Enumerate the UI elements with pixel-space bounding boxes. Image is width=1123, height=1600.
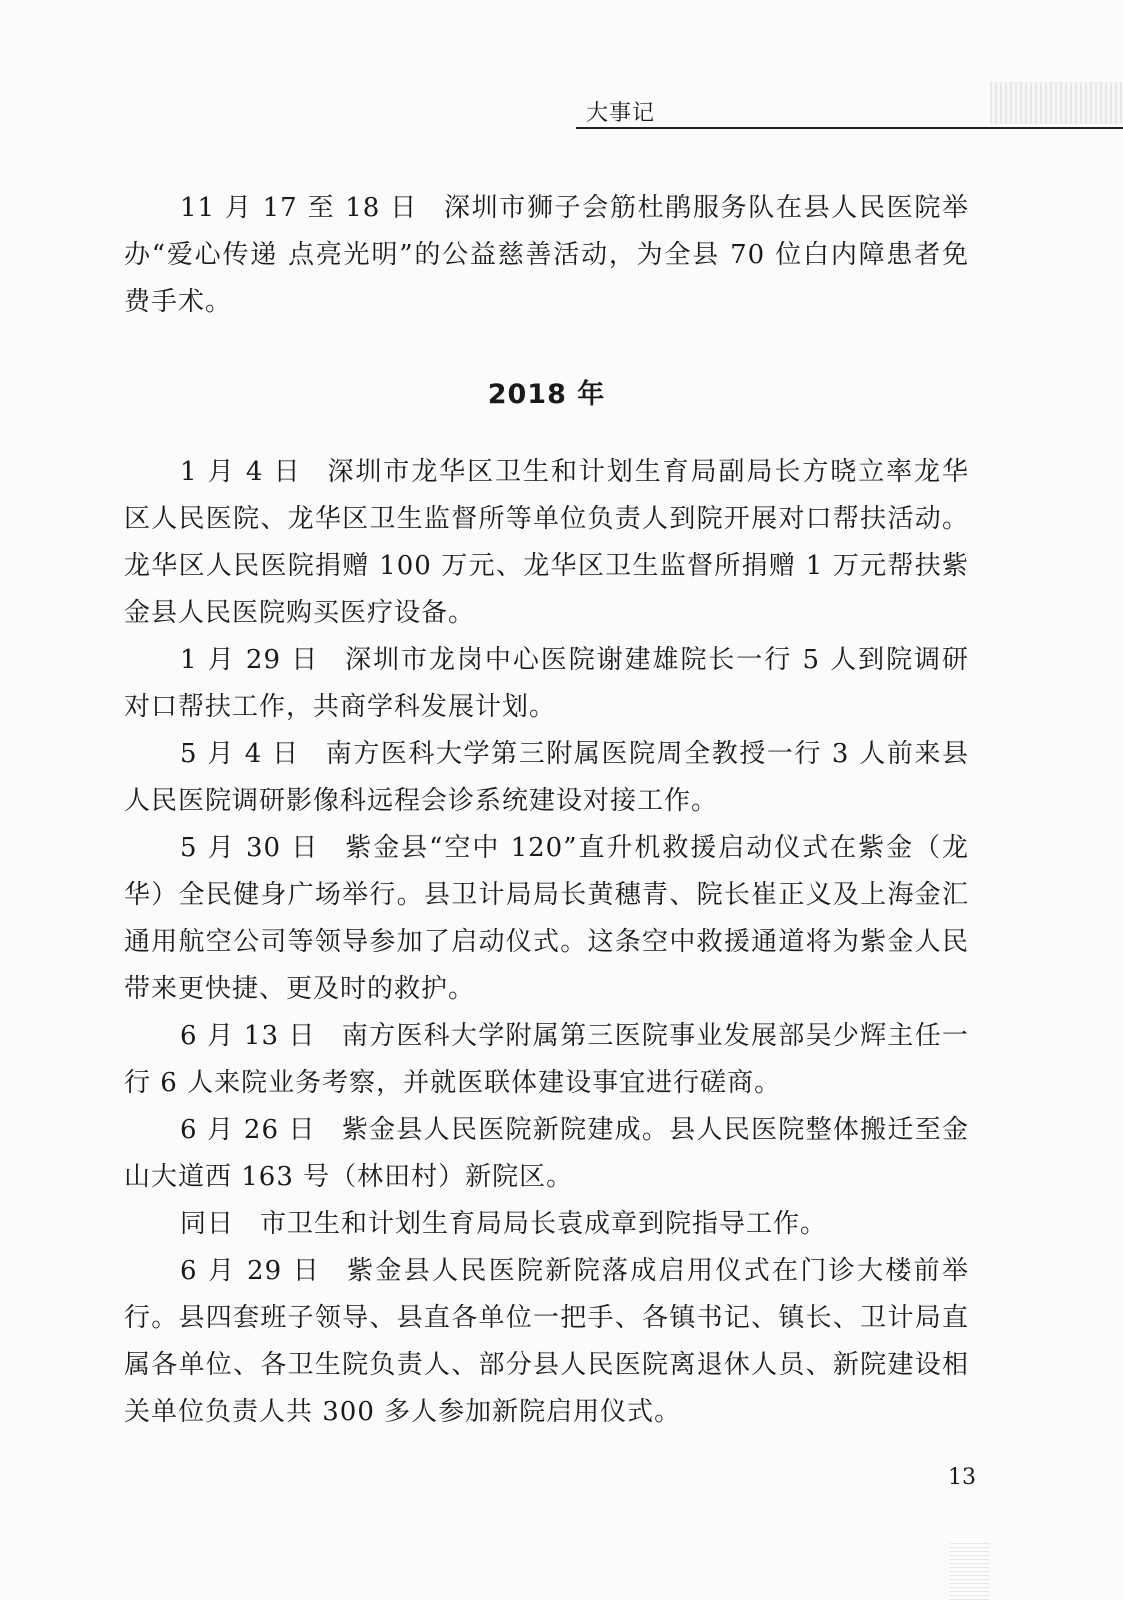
entry-jun-13	[124, 1013, 969, 1107]
running-title: 大事记	[586, 101, 656, 126]
entry-jun-26	[124, 1107, 969, 1201]
entry-text: 深圳市龙华区卫生和计划生育局副局长方晓立率龙华区人民医院、龙华区卫生监督所等单位负责人到院开展对口帮扶活动。龙华区人民医院捐赠 100 万元、龙华区卫生监督所捐赠 1 万元帮扶紫金县人民医院购买医疗设备。	[124, 457, 969, 628]
page-number: 13	[948, 1465, 976, 1490]
entry-text: 南方医科大学第三附属医院周全教授一行 3 人前来县人民医院调研影像科远程会诊系统建设对接工作。	[124, 739, 969, 816]
entry-jun-29	[124, 1248, 969, 1436]
entry-date: 6 月 29 日	[180, 1256, 322, 1286]
entry-date: 11 月 17 至 18 日	[180, 193, 418, 223]
entry-may-4	[124, 731, 969, 825]
entry-text: 南方医科大学附属第三医院事业发展部吴少辉主任一行 6 人来院业务考察，并就医联体建设事宜进行磋商。	[124, 1021, 969, 1098]
header-rule	[576, 127, 1123, 129]
entry-date: 1 月 4 日	[180, 457, 302, 487]
intro-entry	[124, 185, 969, 326]
entry-same-day	[124, 1201, 969, 1248]
entry-date: 5 月 4 日	[180, 739, 300, 769]
entry-date: 同日	[180, 1209, 235, 1239]
entries-block	[124, 449, 969, 1436]
entry-text: 紫金县人民医院新院建成。县人民医院整体搬迁至金山大道西 163 号（林田村）新院区。	[124, 1115, 969, 1192]
entry-text: 紫金县人民医院新院落成启用仪式在门诊大楼前举行。县四套班子领导、县直各单位一把手、各镇书记、镇长、卫计局直属各单位、各卫生院负责人、部分县人民医院离退休人员、新院建设相关单位负责人共 300 多人参加新院启用仪式。	[124, 1256, 969, 1427]
entry-text: 深圳市狮子会筋杜鹃服务队在县人民医院举办“爱心传递 点亮光明”的公益慈善活动，为全县 70 位白内障患者免费手术。	[124, 193, 969, 317]
scan-artifact-top	[990, 82, 1123, 124]
entry-date: 6 月 26 日	[180, 1115, 316, 1145]
entry-date: 1 月 29 日	[180, 645, 320, 675]
entry-jan-4	[124, 449, 969, 637]
entry-text: 紫金县“空中 120”直升机救援启动仪式在紫金（龙华）全民健身广场举行。县卫计局局长黄穗青、院长崔正义及上海金汇通用航空公司等领导参加了启动仪式。这条空中救援通道将为紫金人民带来更快捷、更及时的救护。	[124, 833, 969, 1004]
entry-text: 深圳市龙岗中心医院谢建雄院长一行 5 人到院调研对口帮扶工作，共商学科发展计划。	[124, 645, 970, 722]
entry-date: 6 月 13 日	[180, 1021, 316, 1051]
entry-text: 市卫生和计划生育局局长袁成章到院指导工作。	[260, 1209, 828, 1239]
entry-date: 5 月 30 日	[180, 833, 320, 863]
year-heading: 2018 年	[487, 379, 606, 410]
intro-block	[124, 185, 969, 326]
entry-jan-29	[124, 637, 969, 731]
entry-may-30	[124, 825, 969, 1013]
scan-artifact-bottom	[950, 1540, 990, 1600]
